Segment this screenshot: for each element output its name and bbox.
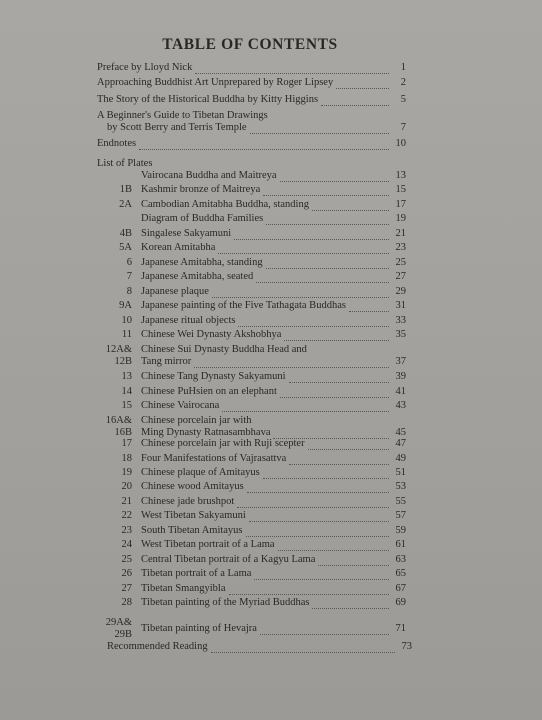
plate-number: 22 — [121, 510, 132, 521]
plate-page: 25 — [395, 257, 406, 268]
plate-page: 41 — [395, 386, 406, 397]
plate-number-line2: 16B — [114, 427, 132, 438]
plate-number: 8 — [126, 286, 132, 297]
plates-heading: List of Plates — [97, 158, 153, 169]
plate-title: Ming Dynasty Ratnasambhava — [141, 427, 271, 438]
plate-page: 31 — [395, 300, 406, 311]
plate-entry — [141, 400, 406, 412]
plate-number: 14 — [121, 386, 132, 397]
plate-entry — [141, 170, 406, 182]
toc-entry-page: 1 — [400, 62, 406, 73]
plate-number: 10 — [121, 315, 132, 326]
leader-dots — [249, 512, 389, 522]
leader-dots — [308, 440, 389, 450]
leader-dots — [312, 201, 389, 211]
plate-page: 17 — [395, 199, 406, 210]
plate-page: 21 — [395, 228, 406, 239]
plate-number: 21 — [121, 496, 132, 507]
plate-entry — [141, 496, 406, 508]
plate-number: 5A — [119, 242, 132, 253]
plate-page: 27 — [395, 271, 406, 282]
toc-entry-label: Recommended Reading — [107, 641, 208, 652]
plate-page: 65 — [395, 568, 406, 579]
toc-entry-label: The Story of the Historical Buddha by Kitty Higgins — [97, 94, 319, 105]
toc-entry — [97, 77, 406, 89]
toc-entry-label: Endnotes — [97, 138, 137, 149]
plate-number: 13 — [121, 371, 132, 382]
leader-dots — [336, 79, 389, 89]
plate-entry — [141, 386, 406, 398]
plate-number: 16A& — [105, 415, 132, 426]
plate-number: 4B — [119, 228, 132, 239]
plate-number: 28 — [121, 597, 132, 608]
plate-title: South Tibetan Amitayus — [141, 525, 243, 536]
plate-page: 19 — [395, 213, 406, 224]
plate-title: West Tibetan Sakyamuni — [141, 510, 246, 521]
plate-page: 43 — [395, 400, 406, 411]
toc-entry-page: 2 — [400, 77, 406, 88]
plate-number: 9A — [119, 300, 132, 311]
plate-number: 27 — [121, 583, 132, 594]
leader-dots — [254, 570, 389, 580]
plate-number: 2A — [119, 199, 132, 210]
leader-dots — [139, 140, 389, 150]
plate-title: Chinese Tang Dynasty Sakyamuni — [141, 371, 286, 382]
plate-page: 35 — [395, 329, 406, 340]
plate-entry — [141, 228, 406, 240]
leader-dots — [312, 599, 389, 609]
plate-entry — [141, 539, 406, 551]
plate-page: 53 — [395, 481, 406, 492]
toc-entry-page: 7 — [400, 122, 406, 133]
leader-dots — [250, 124, 389, 134]
toc-entry — [97, 94, 406, 106]
plate-number: 24 — [121, 539, 132, 550]
plate-number: 18 — [121, 453, 132, 464]
plate-number: 29A& — [105, 617, 132, 628]
toc-entry-page: 10 — [395, 138, 406, 149]
leader-dots — [280, 172, 389, 182]
plate-entry — [141, 199, 406, 211]
plate-entry — [141, 242, 406, 254]
plate-entry — [141, 568, 406, 580]
plate-number: 23 — [121, 525, 132, 536]
plate-number: 15 — [121, 400, 132, 411]
plate-number-line2: 29B — [114, 629, 132, 640]
plate-page: 55 — [395, 496, 406, 507]
plate-title: Central Tibetan portrait of a Kagyu Lama — [141, 554, 316, 565]
plate-entry — [141, 213, 406, 225]
plate-page: 47 — [395, 438, 406, 449]
plate-page: 67 — [395, 583, 406, 594]
leader-dots — [238, 317, 389, 327]
plate-entry — [141, 356, 406, 368]
leader-dots — [318, 556, 389, 566]
leader-dots — [289, 455, 389, 465]
plate-title: Kashmir bronze of Maitreya — [141, 184, 261, 195]
plate-entry — [141, 623, 406, 635]
plate-title: Singalese Sakyamuni — [141, 228, 232, 239]
leader-dots — [321, 96, 389, 106]
plate-page: 45 — [395, 427, 406, 438]
plate-entry — [141, 286, 406, 298]
plate-title: Chinese plaque of Amitayus — [141, 467, 260, 478]
leader-dots — [212, 288, 389, 298]
plate-page: 57 — [395, 510, 406, 521]
plate-title: Diagram of Buddha Families — [141, 213, 264, 224]
leader-dots — [263, 469, 389, 479]
plate-title: Japanese ritual objects — [141, 315, 236, 326]
plate-title: Korean Amitabha — [141, 242, 216, 253]
plate-number: 12A& — [105, 344, 132, 355]
plate-entry — [141, 271, 406, 283]
plate-entry — [141, 481, 406, 493]
toc-entry — [97, 62, 406, 74]
plate-number: 6 — [126, 257, 132, 268]
plate-page: 29 — [395, 286, 406, 297]
plate-number: 1B — [119, 184, 132, 195]
plate-number-line2: 12B — [114, 356, 132, 367]
plate-title-line1: Chinese porcelain jar with — [141, 415, 252, 426]
toc-entry-label: Preface by Lloyd Nick — [97, 62, 193, 73]
plate-page: 51 — [395, 467, 406, 478]
toc-entry-label: by Scott Berry and Terris Temple — [107, 122, 247, 133]
plate-title: Tibetan portrait of a Lama — [141, 568, 252, 579]
plate-number: 7 — [126, 271, 132, 282]
plate-page: 49 — [395, 453, 406, 464]
plate-title: Tibetan painting of Hevajra — [141, 623, 257, 634]
leader-dots — [266, 259, 389, 269]
plate-entry — [141, 510, 406, 522]
plate-title: Vairocana Buddha and Maitreya — [141, 170, 277, 181]
toc-entry-page: 73 — [401, 641, 412, 652]
plate-number: 25 — [121, 554, 132, 565]
leader-dots — [247, 483, 389, 493]
plate-title: Japanese plaque — [141, 286, 209, 297]
plate-title: Four Manifestations of Vajrasattva — [141, 453, 287, 464]
plate-title: Chinese Vairocana — [141, 400, 220, 411]
plate-title: Tibetan Smangyibla — [141, 583, 226, 594]
plate-title: Chinese porcelain jar with Ruji scepter — [141, 438, 305, 449]
plate-title: Tibetan painting of the Myriad Buddhas — [141, 597, 310, 608]
leader-dots — [260, 625, 389, 635]
plate-page: 15 — [395, 184, 406, 195]
plate-page: 61 — [395, 539, 406, 550]
leader-dots — [229, 585, 390, 595]
plate-number: 17 — [121, 438, 132, 449]
plate-title: Chinese PuHsien on an elephant — [141, 386, 277, 397]
plate-entry — [141, 329, 406, 341]
plate-entry — [141, 597, 406, 609]
plate-title: Chinese wood Amitayus — [141, 481, 244, 492]
plate-title: Chinese Wei Dynasty Akshobhya — [141, 329, 282, 340]
leader-dots — [234, 230, 389, 240]
plate-page: 39 — [395, 371, 406, 382]
leader-dots — [278, 541, 389, 551]
plate-page: 37 — [395, 356, 406, 367]
plate-title: Cambodian Amitabha Buddha, standing — [141, 199, 309, 210]
plate-page: 13 — [395, 170, 406, 181]
plate-title: Japanese Amitabha, standing — [141, 257, 263, 268]
plate-page: 33 — [395, 315, 406, 326]
plate-number: 19 — [121, 467, 132, 478]
leader-dots — [263, 186, 389, 196]
leader-dots — [246, 527, 389, 537]
plate-title-line1: Chinese Sui Dynasty Buddha Head and — [141, 344, 307, 355]
page-title: TABLE OF CONTENTS — [162, 36, 338, 53]
plate-page: 63 — [395, 554, 406, 565]
leader-dots — [280, 388, 389, 398]
leader-dots — [211, 643, 395, 653]
plate-entry — [141, 257, 406, 269]
leader-dots — [289, 373, 389, 383]
leader-dots — [218, 244, 389, 254]
plate-title: Chinese jade brushpot — [141, 496, 235, 507]
plate-entry — [141, 438, 406, 450]
plate-entry — [141, 583, 406, 595]
plate-entry — [141, 371, 406, 383]
leader-dots — [195, 64, 389, 74]
leader-dots — [266, 215, 389, 225]
plate-page: 23 — [395, 242, 406, 253]
plate-title: Japanese painting of the Five Tathagata Buddhas — [141, 300, 346, 311]
toc-entry — [107, 122, 406, 134]
leader-dots — [237, 498, 389, 508]
plate-entry — [141, 525, 406, 537]
toc-entry — [97, 138, 406, 150]
plate-page: 69 — [395, 597, 406, 608]
plate-number: 11 — [121, 329, 132, 340]
leader-dots — [256, 273, 389, 283]
plate-page: 71 — [395, 623, 406, 634]
leader-dots — [349, 302, 389, 312]
toc-entry-page: 5 — [400, 94, 406, 105]
plate-entry — [141, 554, 406, 566]
plate-entry — [141, 300, 406, 312]
plate-title: Japanese Amitabha, seated — [141, 271, 254, 282]
plate-entry — [141, 315, 406, 327]
leader-dots — [284, 331, 389, 341]
leader-dots — [222, 402, 389, 412]
plate-title: West Tibetan portrait of a Lama — [141, 539, 275, 550]
plate-entry — [141, 467, 406, 479]
plate-entry — [141, 184, 406, 196]
recommended-reading-entry — [107, 641, 412, 653]
plate-number: 20 — [121, 481, 132, 492]
toc-entry-label-line1: A Beginner's Guide to Tibetan Drawings — [97, 110, 268, 121]
leader-dots — [194, 358, 389, 368]
plate-number: 26 — [121, 568, 132, 579]
plate-page: 59 — [395, 525, 406, 536]
toc-entry-label: Approaching Buddhist Art Unprepared by Roger Lipsey — [97, 77, 334, 88]
plate-entry — [141, 453, 406, 465]
plate-title: Tang mirror — [141, 356, 192, 367]
